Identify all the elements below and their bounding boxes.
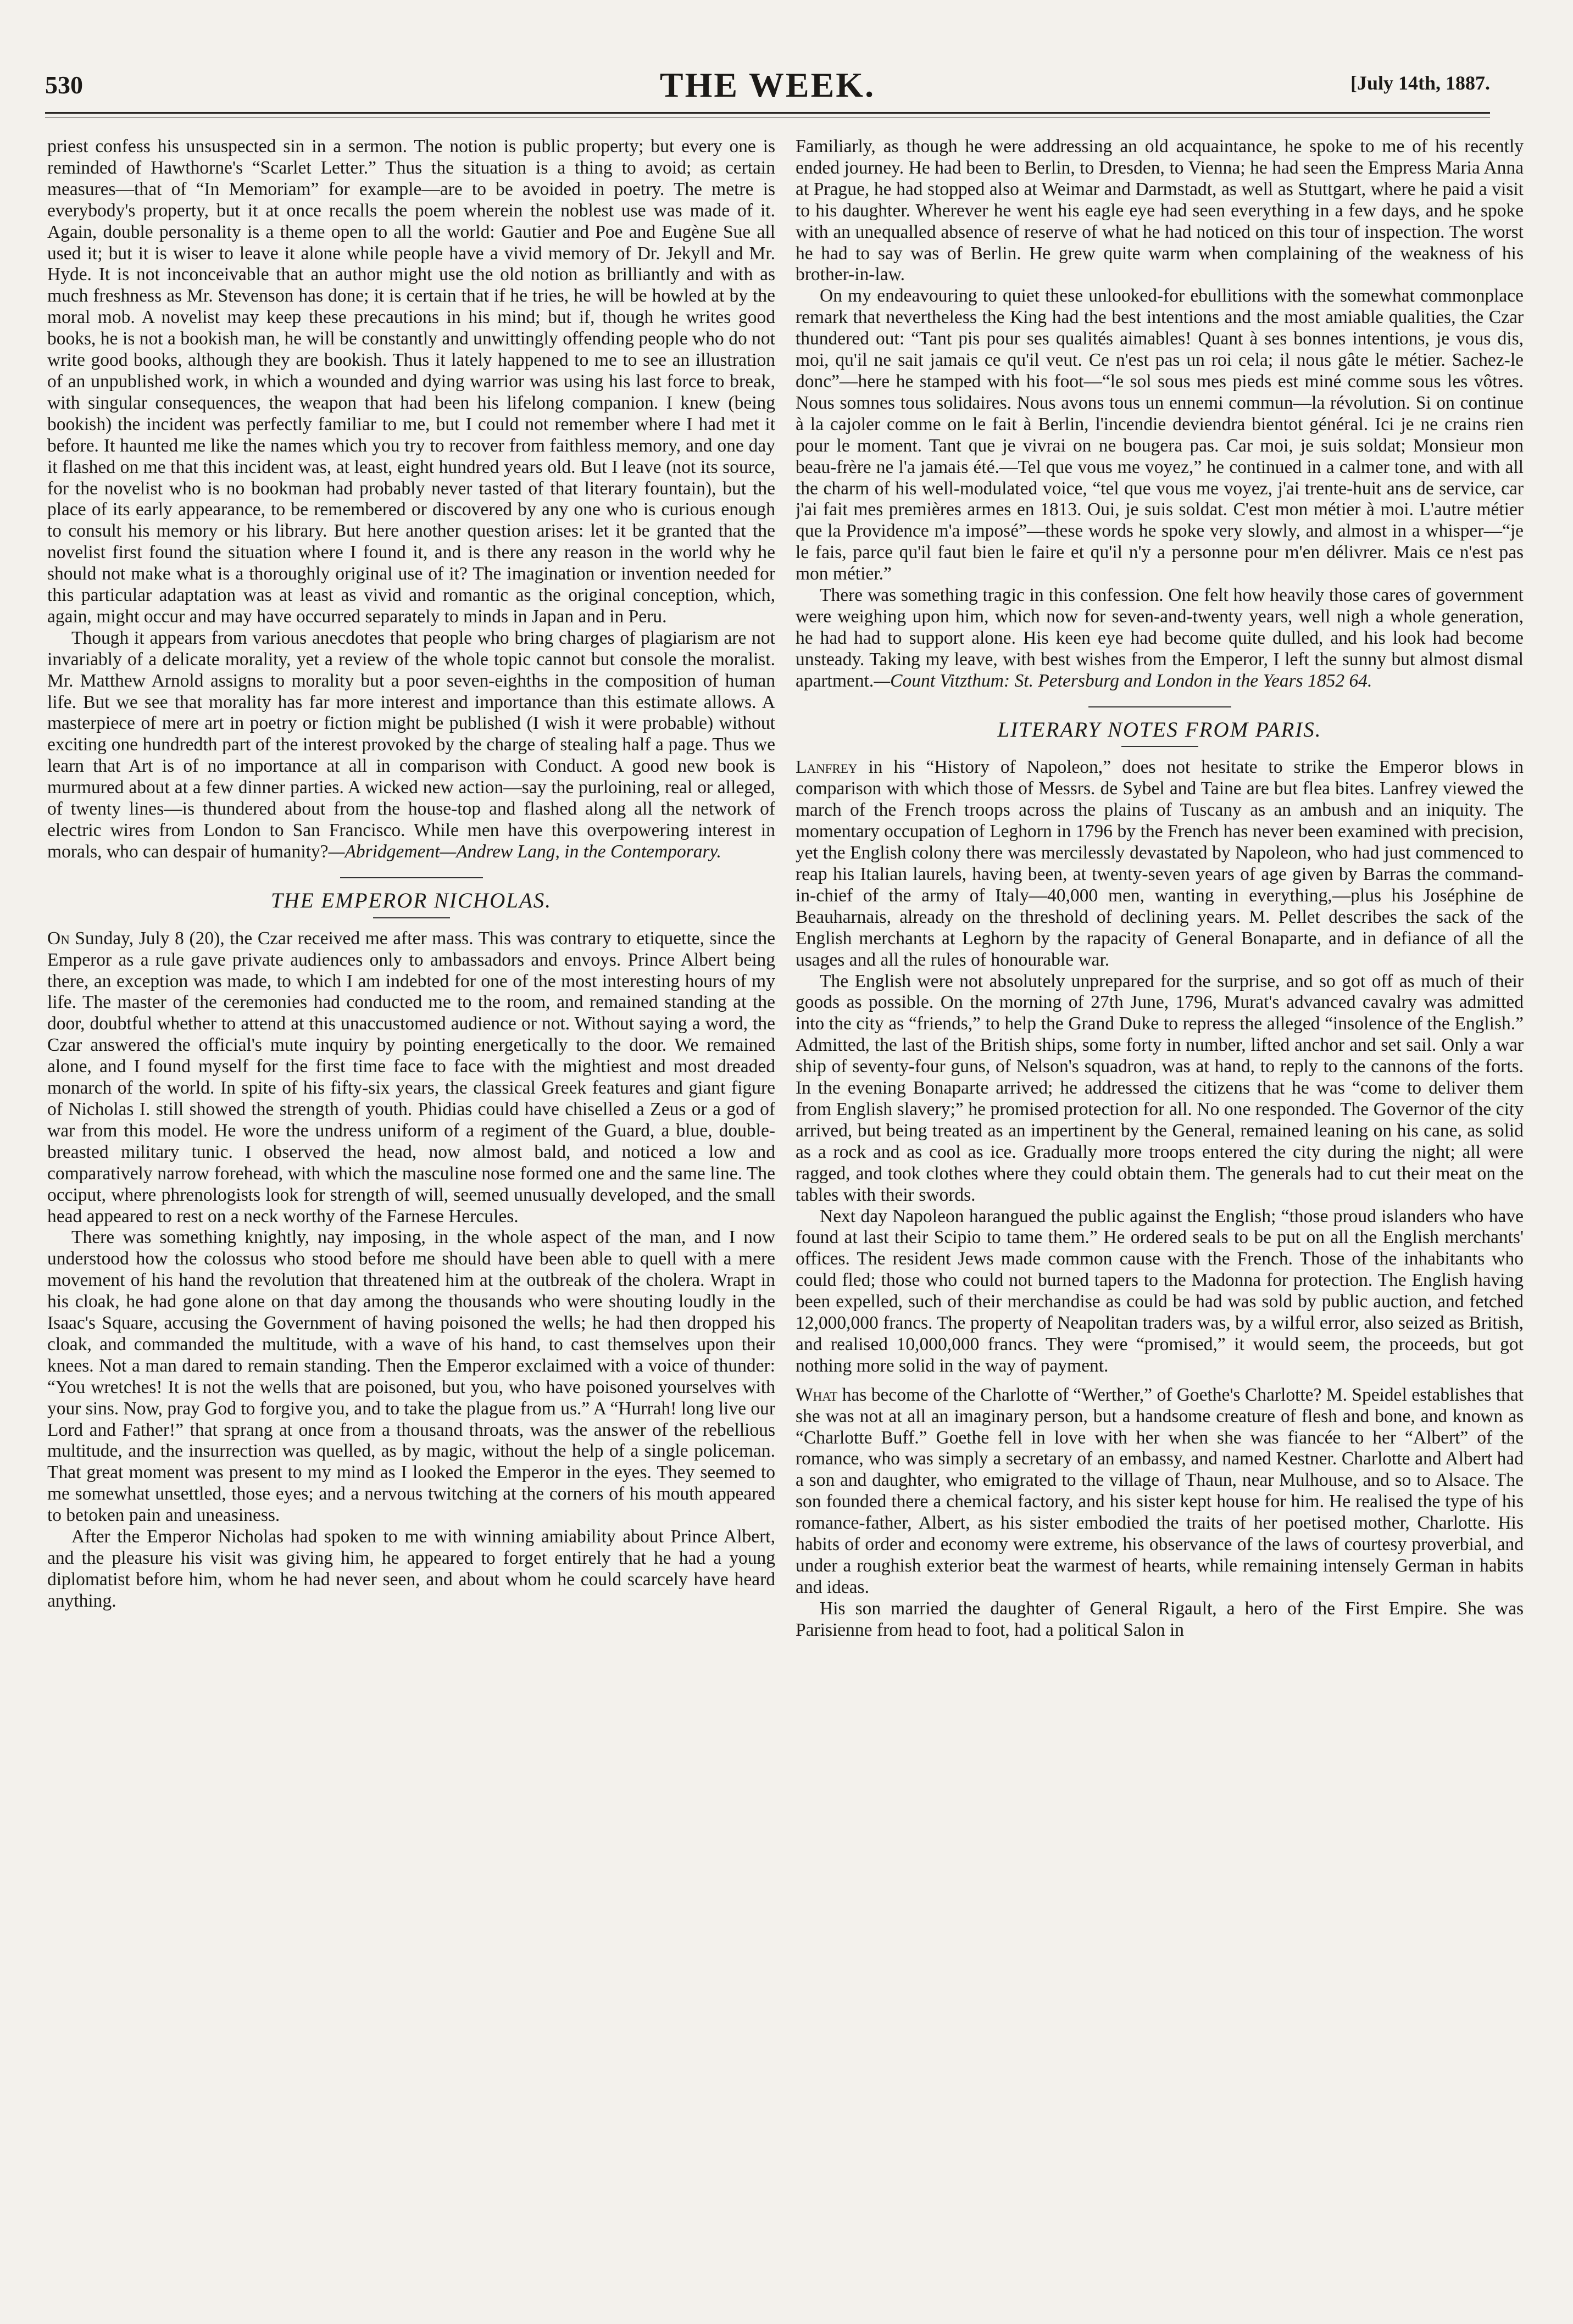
lead-word: On — [47, 928, 70, 949]
paragraph-text: in his “History of Napoleon,” does not hesitate to strike the Emperor blows in comparison with which those of Messrs. de Sybel and Taine are but flea bites. Lanfrey viewed the march of the French troops across the plains of Tuscany as an ambush and an iniquity. The momentary occupation of Leghorn in 1796 by the French has never been examined with precision, yet the English colony there was mercilessly devastated by Napoleon, who had just commenced to reap his Italian laurels, having been, at twenty-seven years of age given by Barras the command-in-chief of the army of Italy—40,000 men, wanting in everything,—plus his Joséphine de Beauharnais, already on the threshold of declining years. M. Pellet describes the sack of the English merchants at Leghorn by the rapacity of General Bonaparte, and in defiance of all the usages and all the rules of honourable war. — [796, 757, 1524, 970]
paragraph-text: has become of the Charlotte of “Werther,” of Goethe's Charlotte? M. Speidel establishes that she was not at all an imaginary person, but a handsome creature of flesh and bone, and known as “Charlotte Buff.” Goethe fell in love with her when she was fiancée to her “Albert” of the romance, who was simply a secretary of an embassy, and named Kestner. Charlotte and Albert had a son and daughter, who emigrated to the village of Thaun, near Mulhouse, and so to Alsace. The son founded there a chemical factory, and his sister kept house for him. He realised the type of his romance-father, Albert, as his sister embodied the traits of her poetised mother, Charlotte. His habits of order and economy were extreme, his observance of the laws of courtesy proverbial, and under a roughish exterior beat the warmest of hearts, while remaining intensely German in habits and ideas. — [796, 1384, 1524, 1597]
article-paragraph: On my endeavouring to quiet these unlooked-for ebullitions with the somewhat commonplace remark that nevertheless the King had the best intentions and the most amiable qualities, the Czar thundered out: “Tant pis pour ses qualités aimables! Quant à ses bonnes intentions, je vous dis, moi, qu'il ne sait jamais ce qu'il veut. Ce n'est pas un roi cela; il nous gâte le métier. Sachez-le donc”—here he stamped with his foot—“le sol sous mes pieds est miné comme sous les vôtres. Nous somnes tous solidaires. Nous avons tous un ennemi commun—la révolution. Si on continue à la cajoler comme on le fait à Berlin, l'incendie deviendra bientot général. Ici je ne crains rien pour le moment. Tant que je vivrai on ne bougera pas. Car moi, je suis soldat; Monsieur mon beau-frère ne l'a jamais été.—Tel que vous me voyez,” he continued in a calmer tone, and with all the charm of his well-modulated voice, “tel que vous me voyez, j'ai trente-huit ans de service, car j'ai fait mes premières armes en 1813. Oui, je suis soldat. C'est mon métier à moi. L'autre métier que la Providence m'a imposé”—these words he spoke very slowly, and almost in a whisper—“je le fais, parce qu'il faut bien le faire et qu'il n'y a personne pour m'en délivrer. Mais ce n'est pas mon métier.” — [796, 286, 1524, 584]
article-paragraph: priest confess his unsuspected sin in a sermon. The notion is public property; but every one is reminded of Hawthorne's “Scarlet Letter.” Thus the situation is a thing to avoid; as certain measures—that of “In Memoriam” for example—are to be avoided in poetry. The metre is everybody's property, but it at once recalls the poem wherein the noblest use was made of it. Again, double personality is a theme open to all the world: Gautier and Poe and Eugène Sue all used it; but it is wiser to leave it alone while people have a vivid memory of Dr. Jekyll and Mr. Hyde. It is not inconceivable that an author might use the old notion as brilliantly and with as much freshness as Mr. Stevenson has done; it is certain that if he tries, he will be howled at by the moral mob. A novelist may keep these precautions in his mind; but if, though he writes good books, he is not a bookish man, he will be constantly and unwittingly offending people who do not write good books, although they are bookish. Thus it lately happened to me to see an illustration of an unpublished work, in which a wounded and dying warrior was using his last force to break, with singular consequences, the weapon that had been his lifelong companion. I knew (being bookish) the incident was perfectly familiar to me, but I could not remember where I had met it before. It haunted me like the names which you try to recover from faithless memory, and one day it flashed on me that this incident was, at least, eight hundred years old. But I leave (not its source, for the novelist who is no bookman had probably never tasted of that literary fountain), but the place of its early appearance, to be remembered or discovered by any one who is curious enough to consult his memory or his library. But here another question arises: let it be granted that the novelist first found the situation where I found it, and is there any reason in the world why he should not make what is a thoroughly original use of it? The imagination or invention needed for this particular adaptation was at least as vivid and romantic as the original conception, which, again, might occur and may have occurred separately to minds in Japan and in Peru. — [47, 136, 775, 627]
section-divider — [340, 877, 483, 878]
issue-date: [July 14th, 1887. — [1350, 72, 1490, 94]
page-number: 530 — [45, 71, 83, 99]
column-left — [47, 136, 775, 2295]
section-heading: THE EMPEROR NICHOLAS. — [270, 888, 552, 912]
journal-title: THE WEEK. — [659, 65, 876, 104]
article-paragraph: After the Emperor Nicholas had spoken to me with winning amiability about Prince Albert, and the pleasure his visit was giving him, he appeared to forget entirely that he had a young diplomatist before him, whom he had never seen, and about whom he could scarcely have heard anything. — [47, 1526, 775, 1611]
heading-rule — [373, 917, 450, 918]
article-source: —Abridgement—Andrew Lang, in the Contemporary. — [328, 841, 721, 862]
article-paragraph — [47, 628, 775, 863]
article-paragraph: Next day Napoleon harangued the public against the English; “those proud islanders who have found at last their Scipio to tame them.” He ordered seals to be put on all the English merchants' offices. The resident Jews made common cause with the French. Those of the inhabitants who could fled; those who could not burned tapers to the Madonna for protection. The English having been expelled, such of their merchandise as could be had was sold by public auction, and fetched 12,000,000 francs. The property of Neapolitan traders was, by a wilful error, also seized as British, and realised 10,000,000 francs. They were “promised,” it would seem, the proceeds, but got nothing more solid in the way of payment. — [796, 1206, 1524, 1376]
header-rule — [45, 112, 1490, 114]
article-paragraph: The English were not absolutely unprepared for the surprise, and so got off as much of their goods as possible. On the morning of 27th June, 1796, Murat's advanced cavalry was admitted into the city as “friends,” to help the Grand Duke to repress the alleged “insolence of the English.” Admitted, the last of the British ships, some forty in number, lifted anchor and set sail. Only a war ship of seventy-four guns, of Nelson's squadron, was at hand, to reply to the cannons of the forts. In the evening Bonaparte arrived; he addressed the citizens that he was “come to deliver them from English slavery;” he promised protection for all. No one responded. The Governor of the city arrived, but being treated as an impertinent by the General, remained leaning on his cane, as solid as a rock and as cool as ice. Gradually more troops entered the city during the night; all were ragged, and took clothes where they could obtain them. The generals had to cut their meat on the tables with their swords. — [796, 971, 1524, 1205]
heading-rule — [1121, 746, 1198, 747]
page-header — [45, 59, 1490, 109]
paragraph-text: Though it appears from various anecdotes that people who bring charges of plagiarism are not invariably of a delicate morality, yet a review of the whole topic cannot but console the moralist. Mr. Matthew Arnold assigns to morality but a poor seven-eighths in the composition of human life. But we see that morality has far more interest and importance than this estimate allows. A masterpiece of mere art in poetry or fiction might be published (I wish it were probable) without exciting one hundredth part of the interest provoked by the charge of stealing half a page. Thus we learn that Art is of no importance at all in comparison with Conduct. A good new book is murmured about at a few dinner parties. A wicked new action—say the purloining, real or alleged, of twenty lines—is thundered about from the house-top and flashed along all the network of electric wires from London to San Francisco. While men have this overpowering interest in morals, who can despair of humanity? — [47, 627, 775, 862]
article-paragraph — [796, 757, 1524, 971]
column-right — [796, 136, 1524, 2295]
article-paragraph: There was something knightly, nay imposing, in the whole aspect of the man, and I now understood how the colossus who stood before me should have been able to quell with a mere movement of his hand the revolution that threatened him at the outbreak of the cholera. Wrapt in his cloak, he had gone alone on that day among the thousands who were shouting loudly in the Isaac's Square, accusing the Government of having poisoned the wells; he had then dropped his cloak, and commanded the multitude, with a wave of his hand, to cast themselves upon their knees. Not a man dared to remain standing. Then the Emperor exclaimed with a voice of thunder: “You wretches! It is not the wells that are poisoned, but you, who have poisoned yourselves with your sins. Now, pray God to forgive you, and to take the plague from us.” A “Hurrah! long live our Lord and Father!” that sprang at once from a thousand throats, was the answer of the rebellious multitude, and the insurrection was quelled, as by magic, without the help of a single policeman. That great moment was present to my mind as I looked the Emperor in the eyes. They seemed to me somewhat unsettled, those eyes; and a nervous twitching at the corners of his mouth appeared to betoken pain and uneasiness. — [47, 1227, 775, 1526]
paragraph-text: There was something tragic in this confession. One felt how heavily those cares of government were weighing upon him, which now for seven-and-twenty years, well nigh a whole generation, he had had to support alone. His keen eye had become quite dulled, and his look had become unsteady. Taking my leave, with best wishes from the Emperor, I left the sunny but almost dismal apartment. — [796, 585, 1524, 691]
article-paragraph — [796, 585, 1524, 692]
lead-word: What — [796, 1384, 838, 1405]
paragraph-text: Sunday, July 8 (20), the Czar received me after mass. This was contrary to etiquette, since the Emperor as a rule gave private audiences only to ambassadors and envoys. Prince Albert being there, an exception was made, to which I am indebted for one of the most interesting hours of my life. The master of the ceremonies had conducted me to the room, and remained standing at the door, doubtful whether to attend at this unaccustomed audience or not. Without saying a word, the Czar answered the official's mute inquiry by pointing energetically to the door. We remained alone, and I found myself for the first time face to face with the mightiest and most dreaded monarch of the world. In spite of his fifty-six years, the classical Greek features and giant figure of Nicholas I. still showed the strength of youth. Phidias could have chiselled a Zeus or a god of war from this model. He wore the undress uniform of a regiment of the Guard, a blue, double-breasted military tunic. I observed the head, now almost bald, and noticed a low and comparatively narrow forehead, with which the masculine nose formed one and the same line. The occiput, where phrenologists look for strength of will, seemed unusually developed, and the small head appeared to rest on a neck worthy of the Farnese Hercules. — [47, 928, 775, 1227]
article-paragraph — [47, 928, 775, 1228]
article-paragraph: Familiarly, as though he were addressing an old acquaintance, he spoke to me of his recently ended journey. He had been to Berlin, to Dresden, to Vienna; he had seen the Empress Maria Anna at Prague, he had stopped also at Weimar and Darmstadt, as well as Stuttgart, where he paid a visit to his daughter. Wherever he went his eagle eye had seen everything in a few days, and he spoke with an unequalled absence of reserve of what he had noticed on this tour of inspection. The worst he had to say was of Berlin. He grew quite warm when complaining of the weakness of his brother-in-law. — [796, 136, 1524, 285]
lead-word: Lanfrey — [796, 757, 858, 778]
section-heading: LITERARY NOTES FROM PARIS. — [997, 717, 1322, 742]
section-divider — [1088, 706, 1231, 707]
article-paragraph: His son married the daughter of General Rigault, a hero of the First Empire. She was Parisienne from head to foot, had a political Salon in — [796, 1598, 1524, 1640]
article-paragraph — [796, 1385, 1524, 1598]
article-source: —Count Vitzthum: St. Petersburg and London in the Years 1852 64. — [874, 670, 1372, 691]
